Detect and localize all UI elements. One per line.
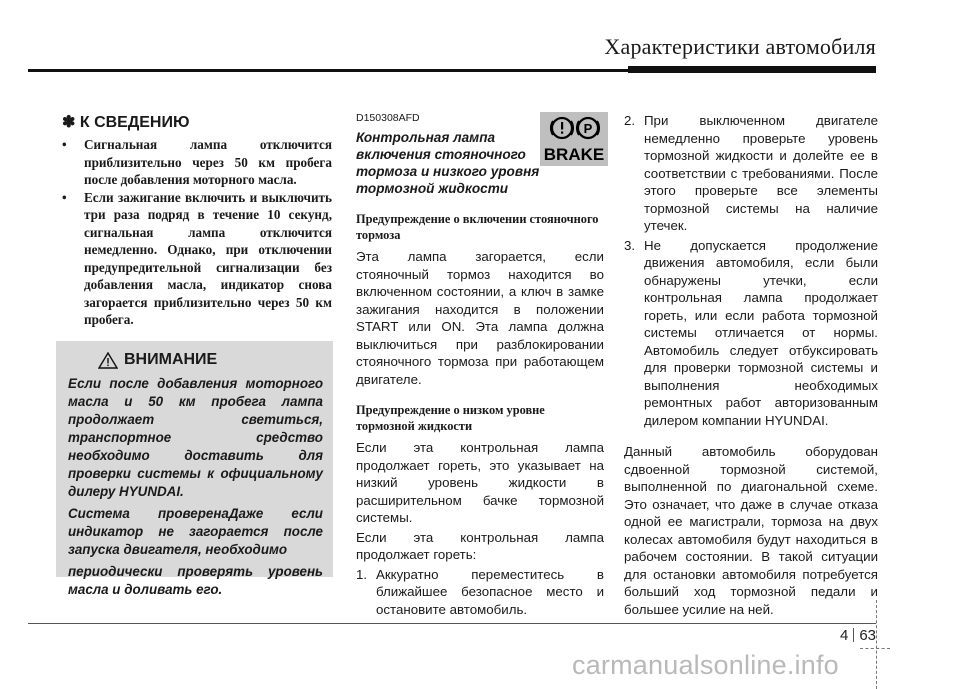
brake-icon-label: BRAKE [543,145,605,164]
footer-rule [28,623,876,624]
watermark-text: carmanualsonline.info [572,650,839,680]
note-column [62,112,332,329]
crop-mark-horizontal [860,648,890,649]
warning-paragraph: периодически проверять уровень масла и доливать его. [68,564,323,597]
page-number [840,627,876,644]
paragraph-dual-brake-system: Данный автомобиль оборудован сдвоенной тормозной системой, выполненной по диагональной схеме. Это означает, что даже в случае отказа одной ее магистрали, тормоза на двух колесах автомобиля будут находиться в рабочем состоянии. В такой ситуации для остановки автомобиля потребуется больший ход тормозной педали и большее усилие на ней. [624,444,878,617]
warning-paragraph: Если после добавления моторного масла и 50 км пробега лампа продолжает светиться, транспортное средство необходимо доставить для проверки системы к официальному дилеру HYUNDAI. [68,376,323,499]
warning-triangle-icon [98,352,118,369]
warning-paragraph: Система проверенаДаже если индикатор не загорается после запуска двигателя, необходимо [68,506,323,557]
step-number: 3. [624,237,636,253]
note-item: • Если зажигание включить и выключить три раза подряд в течение 10 секунд, сигнальная лампа отключится немедленно. Однако, при отключении предупредительной сигнализации без добавления масла, индикатор снова загорается приблизительно через 50 км пробега. [62,189,332,329]
warning-title: ВНИМАНИЕ [124,351,218,368]
section-title: Контрольная лампа включения стояночного тормоза и низкого уровня тормозной жидкости [356,130,540,196]
section-code: D150308AFD [356,112,420,124]
brake-section-column [356,112,604,620]
paragraph-lamp-stays-on: Если эта контрольная лампа продолжает гореть: [356,529,604,562]
step-item [624,237,878,430]
chapter-number: 4 [840,627,849,644]
step-item [624,112,878,235]
brake-warning-icon [540,112,608,166]
warning-header [98,351,323,369]
note-heading: ✽ К СВЕДЕНИЮ [62,114,190,131]
step-item [356,566,604,619]
subheading-brake-fluid: Предупреждение о низком уровне тормозной жидкости [356,403,545,433]
steps-column [624,112,878,620]
steps-list-part2 [624,112,878,429]
step-text: Не допускается продолжение движения автомобиля, если были обнаружены утечки, если контрольная лампа продолжает гореть, или если работа тормозной системы отличается от нормы. Автомобиль следует отбуксировать для проверки тормозной системы и выполнения необходимых ремонтных работ авторизованным дилером компании HYUNDAI. [644,237,878,428]
subheading-parking-brake: Предупреждение о включении стояночного тормоза [356,212,599,242]
page-header-title: Характеристики автомобиля [604,34,876,59]
svg-text:P: P [583,121,593,136]
step-number: 2. [624,113,636,128]
crop-mark-vertical [876,600,877,689]
step-text: При выключенном двигателе немедленно проверьте уровень тормозной жидкости и долейте ее в соответствии с требованиями. После этого проверьте все элементы тормозной системы на наличие утечек. [644,113,878,233]
note-item: • Сигнальная лампа отключится приблизительно через 50 км пробега после добавления моторного масла. [62,136,332,189]
header-rule-accent [628,66,876,73]
step-number: 1. [356,566,368,582]
warning-box [56,341,333,597]
paragraph-brake-fluid: Если эта контрольная лампа продолжает гореть, это указывает на низкий уровень жидкости в расширительном бачке тормозной системы. [356,440,604,525]
step-text: Аккуратно переместитесь в ближайшее безопасное место и остановите автомобиль. [376,566,604,617]
page-number-separator [853,628,854,642]
paragraph-parking-brake: Эта лампа загорается, если стояночный тормоз находится во включенном состоянии, а ключ в замке зажигания находится в положении START или ON. Эта лампа должна выключиться при разблокировании стояночного тормоза при работающем двигателе. [356,249,604,387]
page-number-value: 63 [859,627,877,644]
note-list [62,136,332,329]
steps-list-part1 [356,566,604,619]
